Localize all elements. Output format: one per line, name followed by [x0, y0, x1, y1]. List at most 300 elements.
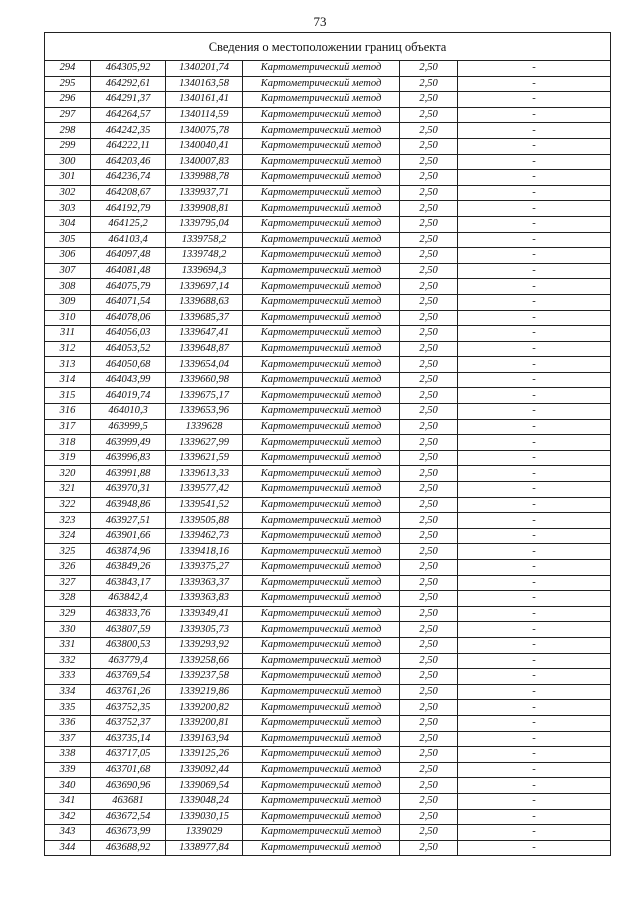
description-cell: - [458, 497, 611, 513]
y-coordinate-cell: 1340161,41 [166, 92, 243, 108]
description-cell: - [458, 560, 611, 576]
accuracy-cell: 2,50 [400, 372, 458, 388]
y-coordinate-cell: 1339795,04 [166, 216, 243, 232]
point-number-cell: 325 [45, 544, 91, 560]
y-coordinate-cell: 1339648,87 [166, 341, 243, 357]
table-row [45, 107, 611, 123]
method-cell: Картометрический метод [243, 294, 400, 310]
method-cell: Картометрический метод [243, 123, 400, 139]
description-cell: - [458, 731, 611, 747]
x-coordinate-cell: 463681 [91, 793, 166, 809]
method-cell: Картометрический метод [243, 107, 400, 123]
accuracy-cell: 2,50 [400, 170, 458, 186]
description-cell: - [458, 372, 611, 388]
method-cell: Картометрический метод [243, 170, 400, 186]
y-coordinate-cell: 1339237,58 [166, 669, 243, 685]
table-row [45, 715, 611, 731]
table-row [45, 778, 611, 794]
x-coordinate-cell: 464208,67 [91, 185, 166, 201]
point-number-cell: 340 [45, 778, 91, 794]
x-coordinate-cell: 463842,4 [91, 591, 166, 607]
accuracy-cell: 2,50 [400, 61, 458, 77]
x-coordinate-cell: 463948,86 [91, 497, 166, 513]
accuracy-cell: 2,50 [400, 653, 458, 669]
x-coordinate-cell: 464305,92 [91, 61, 166, 77]
y-coordinate-cell: 1339660,98 [166, 372, 243, 388]
accuracy-cell: 2,50 [400, 778, 458, 794]
table-row [45, 731, 611, 747]
x-coordinate-cell: 464097,48 [91, 248, 166, 264]
y-coordinate-cell: 1339069,54 [166, 778, 243, 794]
x-coordinate-cell: 463807,59 [91, 622, 166, 638]
table-row [45, 762, 611, 778]
point-number-cell: 339 [45, 762, 91, 778]
table-row [45, 840, 611, 856]
description-cell: - [458, 684, 611, 700]
description-cell: - [458, 107, 611, 123]
y-coordinate-cell: 1339030,15 [166, 809, 243, 825]
description-cell: - [458, 357, 611, 373]
page-number: 73 [313, 14, 327, 29]
accuracy-cell: 2,50 [400, 404, 458, 420]
point-number-cell: 316 [45, 404, 91, 420]
y-coordinate-cell: 1338977,84 [166, 840, 243, 856]
description-cell: - [458, 232, 611, 248]
accuracy-cell: 2,50 [400, 715, 458, 731]
boundary-coordinates-table [44, 32, 611, 856]
method-cell: Картометрический метод [243, 279, 400, 295]
accuracy-cell: 2,50 [400, 450, 458, 466]
method-cell: Картометрический метод [243, 435, 400, 451]
method-cell: Картометрический метод [243, 793, 400, 809]
accuracy-cell: 2,50 [400, 310, 458, 326]
y-coordinate-cell: 1339621,59 [166, 450, 243, 466]
point-number-cell: 321 [45, 482, 91, 498]
y-coordinate-cell: 1339937,71 [166, 185, 243, 201]
method-cell: Картометрический метод [243, 341, 400, 357]
method-cell: Картометрический метод [243, 497, 400, 513]
method-cell: Картометрический метод [243, 653, 400, 669]
method-cell: Картометрический метод [243, 326, 400, 342]
x-coordinate-cell: 463991,88 [91, 466, 166, 482]
table-row [45, 232, 611, 248]
point-number-cell: 301 [45, 170, 91, 186]
accuracy-cell: 2,50 [400, 76, 458, 92]
point-number-cell: 309 [45, 294, 91, 310]
x-coordinate-cell: 463769,54 [91, 669, 166, 685]
table-row [45, 435, 611, 451]
accuracy-cell: 2,50 [400, 154, 458, 170]
description-cell: - [458, 653, 611, 669]
method-cell: Картометрический метод [243, 76, 400, 92]
point-number-cell: 299 [45, 138, 91, 154]
y-coordinate-cell: 1339627,99 [166, 435, 243, 451]
x-coordinate-cell: 463800,53 [91, 637, 166, 653]
point-number-cell: 318 [45, 435, 91, 451]
table-row [45, 622, 611, 638]
point-number-cell: 317 [45, 419, 91, 435]
description-cell: - [458, 310, 611, 326]
accuracy-cell: 2,50 [400, 92, 458, 108]
method-cell: Картометрический метод [243, 575, 400, 591]
table-row [45, 310, 611, 326]
x-coordinate-cell: 463717,05 [91, 747, 166, 763]
method-cell: Картометрический метод [243, 715, 400, 731]
x-coordinate-cell: 464192,79 [91, 201, 166, 217]
method-cell: Картометрический метод [243, 216, 400, 232]
method-cell: Картометрический метод [243, 637, 400, 653]
x-coordinate-cell: 464292,61 [91, 76, 166, 92]
y-coordinate-cell: 1340163,58 [166, 76, 243, 92]
table-row [45, 482, 611, 498]
description-cell: - [458, 154, 611, 170]
point-number-cell: 323 [45, 513, 91, 529]
method-cell: Картометрический метод [243, 762, 400, 778]
method-cell: Картометрический метод [243, 61, 400, 77]
x-coordinate-cell: 463996,83 [91, 450, 166, 466]
description-cell: - [458, 793, 611, 809]
method-cell: Картометрический метод [243, 185, 400, 201]
x-coordinate-cell: 464053,52 [91, 341, 166, 357]
table-row [45, 560, 611, 576]
y-coordinate-cell: 1339462,73 [166, 528, 243, 544]
point-number-cell: 330 [45, 622, 91, 638]
method-cell: Картометрический метод [243, 606, 400, 622]
x-coordinate-cell: 463688,92 [91, 840, 166, 856]
accuracy-cell: 2,50 [400, 138, 458, 154]
y-coordinate-cell: 1339048,24 [166, 793, 243, 809]
x-coordinate-cell: 463673,99 [91, 825, 166, 841]
table-row [45, 263, 611, 279]
method-cell: Картометрический метод [243, 232, 400, 248]
x-coordinate-cell: 463999,49 [91, 435, 166, 451]
accuracy-cell: 2,50 [400, 232, 458, 248]
method-cell: Картометрический метод [243, 591, 400, 607]
method-cell: Картометрический метод [243, 372, 400, 388]
x-coordinate-cell: 464043,99 [91, 372, 166, 388]
accuracy-cell: 2,50 [400, 684, 458, 700]
method-cell: Картометрический метод [243, 138, 400, 154]
point-number-cell: 308 [45, 279, 91, 295]
table-row [45, 497, 611, 513]
y-coordinate-cell: 1339908,81 [166, 201, 243, 217]
description-cell: - [458, 61, 611, 77]
description-cell: - [458, 201, 611, 217]
table-row [45, 279, 611, 295]
table-row [45, 123, 611, 139]
point-number-cell: 338 [45, 747, 91, 763]
accuracy-cell: 2,50 [400, 528, 458, 544]
point-number-cell: 306 [45, 248, 91, 264]
point-number-cell: 326 [45, 560, 91, 576]
table-header-row [45, 33, 611, 61]
x-coordinate-cell: 464050,68 [91, 357, 166, 373]
point-number-cell: 315 [45, 388, 91, 404]
accuracy-cell: 2,50 [400, 591, 458, 607]
y-coordinate-cell: 1339688,63 [166, 294, 243, 310]
accuracy-cell: 2,50 [400, 700, 458, 716]
y-coordinate-cell: 1339363,37 [166, 575, 243, 591]
point-number-cell: 305 [45, 232, 91, 248]
x-coordinate-cell: 464071,54 [91, 294, 166, 310]
point-number-cell: 304 [45, 216, 91, 232]
method-cell: Картометрический метод [243, 825, 400, 841]
description-cell: - [458, 138, 611, 154]
table-row [45, 684, 611, 700]
table-row [45, 154, 611, 170]
method-cell: Картометрический метод [243, 669, 400, 685]
table-row [45, 185, 611, 201]
method-cell: Картометрический метод [243, 466, 400, 482]
description-cell: - [458, 575, 611, 591]
description-cell: - [458, 825, 611, 841]
accuracy-cell: 2,50 [400, 497, 458, 513]
x-coordinate-cell: 463779,4 [91, 653, 166, 669]
method-cell: Картометрический метод [243, 450, 400, 466]
table-row [45, 747, 611, 763]
description-cell: - [458, 637, 611, 653]
table-row [45, 326, 611, 342]
description-cell: - [458, 185, 611, 201]
accuracy-cell: 2,50 [400, 840, 458, 856]
y-coordinate-cell: 1340075,78 [166, 123, 243, 139]
method-cell: Картометрический метод [243, 684, 400, 700]
x-coordinate-cell: 464103,4 [91, 232, 166, 248]
description-cell: - [458, 466, 611, 482]
table-title: Сведения о местоположении границ объекта [45, 33, 611, 61]
point-number-cell: 342 [45, 809, 91, 825]
y-coordinate-cell: 1339092,44 [166, 762, 243, 778]
method-cell: Картометрический метод [243, 560, 400, 576]
description-cell: - [458, 762, 611, 778]
method-cell: Картометрический метод [243, 809, 400, 825]
method-cell: Картометрический метод [243, 622, 400, 638]
description-cell: - [458, 669, 611, 685]
method-cell: Картометрический метод [243, 747, 400, 763]
point-number-cell: 298 [45, 123, 91, 139]
x-coordinate-cell: 463833,76 [91, 606, 166, 622]
description-cell: - [458, 778, 611, 794]
point-number-cell: 320 [45, 466, 91, 482]
description-cell: - [458, 450, 611, 466]
table-row [45, 216, 611, 232]
point-number-cell: 336 [45, 715, 91, 731]
table-row [45, 825, 611, 841]
point-number-cell: 328 [45, 591, 91, 607]
y-coordinate-cell: 1339748,2 [166, 248, 243, 264]
x-coordinate-cell: 463735,14 [91, 731, 166, 747]
x-coordinate-cell: 463761,26 [91, 684, 166, 700]
x-coordinate-cell: 464078,06 [91, 310, 166, 326]
table-row [45, 575, 611, 591]
y-coordinate-cell: 1339697,14 [166, 279, 243, 295]
accuracy-cell: 2,50 [400, 606, 458, 622]
accuracy-cell: 2,50 [400, 825, 458, 841]
point-number-cell: 312 [45, 341, 91, 357]
description-cell: - [458, 404, 611, 420]
y-coordinate-cell: 1340201,74 [166, 61, 243, 77]
table-row [45, 419, 611, 435]
y-coordinate-cell: 1339258,66 [166, 653, 243, 669]
table-row [45, 201, 611, 217]
table-row [45, 513, 611, 529]
description-cell: - [458, 248, 611, 264]
x-coordinate-cell: 463999,5 [91, 419, 166, 435]
method-cell: Картометрический метод [243, 840, 400, 856]
table-row [45, 138, 611, 154]
table-row [45, 700, 611, 716]
y-coordinate-cell: 1339988,78 [166, 170, 243, 186]
method-cell: Картометрический метод [243, 154, 400, 170]
description-cell: - [458, 216, 611, 232]
accuracy-cell: 2,50 [400, 482, 458, 498]
accuracy-cell: 2,50 [400, 809, 458, 825]
description-cell: - [458, 840, 611, 856]
accuracy-cell: 2,50 [400, 388, 458, 404]
table-row [45, 653, 611, 669]
y-coordinate-cell: 1339163,94 [166, 731, 243, 747]
accuracy-cell: 2,50 [400, 357, 458, 373]
x-coordinate-cell: 464291,37 [91, 92, 166, 108]
description-cell: - [458, 482, 611, 498]
table-row [45, 809, 611, 825]
method-cell: Картометрический метод [243, 404, 400, 420]
x-coordinate-cell: 464125,2 [91, 216, 166, 232]
y-coordinate-cell: 1339541,52 [166, 497, 243, 513]
method-cell: Картометрический метод [243, 248, 400, 264]
table-row [45, 294, 611, 310]
x-coordinate-cell: 463752,37 [91, 715, 166, 731]
y-coordinate-cell: 1339349,41 [166, 606, 243, 622]
description-cell: - [458, 341, 611, 357]
x-coordinate-cell: 463970,31 [91, 482, 166, 498]
x-coordinate-cell: 463874,96 [91, 544, 166, 560]
point-number-cell: 331 [45, 637, 91, 653]
y-coordinate-cell: 1339418,16 [166, 544, 243, 560]
method-cell: Картометрический метод [243, 357, 400, 373]
point-number-cell: 307 [45, 263, 91, 279]
accuracy-cell: 2,50 [400, 622, 458, 638]
method-cell: Картометрический метод [243, 731, 400, 747]
description-cell: - [458, 513, 611, 529]
point-number-cell: 297 [45, 107, 91, 123]
y-coordinate-cell: 1339694,3 [166, 263, 243, 279]
table-row [45, 466, 611, 482]
description-cell: - [458, 715, 611, 731]
description-cell: - [458, 419, 611, 435]
y-coordinate-cell: 1339653,96 [166, 404, 243, 420]
x-coordinate-cell: 464075,79 [91, 279, 166, 295]
accuracy-cell: 2,50 [400, 466, 458, 482]
accuracy-cell: 2,50 [400, 185, 458, 201]
method-cell: Картометрический метод [243, 201, 400, 217]
description-cell: - [458, 388, 611, 404]
x-coordinate-cell: 464203,46 [91, 154, 166, 170]
point-number-cell: 332 [45, 653, 91, 669]
y-coordinate-cell: 1339219,86 [166, 684, 243, 700]
description-cell: - [458, 170, 611, 186]
y-coordinate-cell: 1339029 [166, 825, 243, 841]
point-number-cell: 302 [45, 185, 91, 201]
y-coordinate-cell: 1339675,17 [166, 388, 243, 404]
table-row [45, 591, 611, 607]
point-number-cell: 319 [45, 450, 91, 466]
x-coordinate-cell: 463690,96 [91, 778, 166, 794]
y-coordinate-cell: 1339505,88 [166, 513, 243, 529]
x-coordinate-cell: 464010,3 [91, 404, 166, 420]
point-number-cell: 335 [45, 700, 91, 716]
accuracy-cell: 2,50 [400, 248, 458, 264]
accuracy-cell: 2,50 [400, 575, 458, 591]
y-coordinate-cell: 1340040,41 [166, 138, 243, 154]
accuracy-cell: 2,50 [400, 637, 458, 653]
point-number-cell: 333 [45, 669, 91, 685]
description-cell: - [458, 279, 611, 295]
point-number-cell: 327 [45, 575, 91, 591]
x-coordinate-cell: 463849,26 [91, 560, 166, 576]
y-coordinate-cell: 1339363,83 [166, 591, 243, 607]
accuracy-cell: 2,50 [400, 544, 458, 560]
accuracy-cell: 2,50 [400, 513, 458, 529]
description-cell: - [458, 326, 611, 342]
method-cell: Картометрический метод [243, 528, 400, 544]
point-number-cell: 310 [45, 310, 91, 326]
point-number-cell: 303 [45, 201, 91, 217]
x-coordinate-cell: 464242,35 [91, 123, 166, 139]
method-cell: Картометрический метод [243, 92, 400, 108]
table-row [45, 669, 611, 685]
accuracy-cell: 2,50 [400, 435, 458, 451]
table-row [45, 341, 611, 357]
table-row [45, 637, 611, 653]
description-cell: - [458, 263, 611, 279]
point-number-cell: 343 [45, 825, 91, 841]
description-cell: - [458, 700, 611, 716]
y-coordinate-cell: 1339628 [166, 419, 243, 435]
table-row [45, 450, 611, 466]
y-coordinate-cell: 1339125,26 [166, 747, 243, 763]
y-coordinate-cell: 1339200,82 [166, 700, 243, 716]
point-number-cell: 314 [45, 372, 91, 388]
y-coordinate-cell: 1339305,73 [166, 622, 243, 638]
point-number-cell: 344 [45, 840, 91, 856]
description-cell: - [458, 809, 611, 825]
table-row [45, 793, 611, 809]
accuracy-cell: 2,50 [400, 731, 458, 747]
accuracy-cell: 2,50 [400, 326, 458, 342]
y-coordinate-cell: 1339375,27 [166, 560, 243, 576]
table-row [45, 92, 611, 108]
y-coordinate-cell: 1340114,59 [166, 107, 243, 123]
description-cell: - [458, 528, 611, 544]
description-cell: - [458, 92, 611, 108]
table-row [45, 372, 611, 388]
accuracy-cell: 2,50 [400, 279, 458, 295]
method-cell: Картометрический метод [243, 263, 400, 279]
description-cell: - [458, 622, 611, 638]
point-number-cell: 313 [45, 357, 91, 373]
table-row [45, 404, 611, 420]
description-cell: - [458, 591, 611, 607]
description-cell: - [458, 747, 611, 763]
accuracy-cell: 2,50 [400, 762, 458, 778]
accuracy-cell: 2,50 [400, 107, 458, 123]
y-coordinate-cell: 1339293,92 [166, 637, 243, 653]
y-coordinate-cell: 1339654,04 [166, 357, 243, 373]
x-coordinate-cell: 464056,03 [91, 326, 166, 342]
y-coordinate-cell: 1339577,42 [166, 482, 243, 498]
table-row [45, 357, 611, 373]
